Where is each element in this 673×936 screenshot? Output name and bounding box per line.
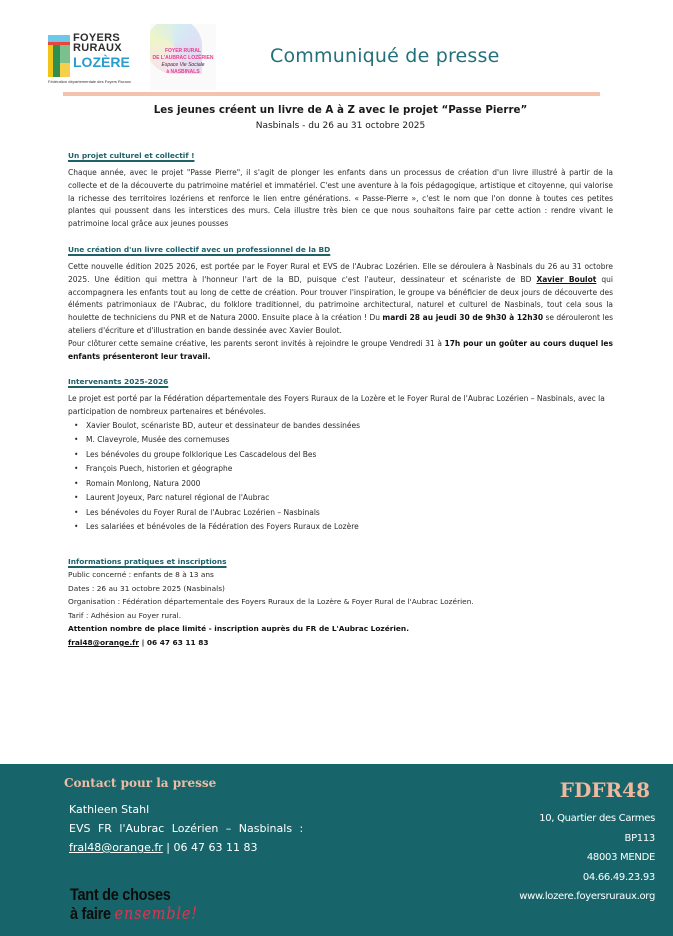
info-public: Public concerné : enfants de 8 à 13 ans	[68, 569, 214, 579]
section-informations	[68, 549, 613, 650]
section-heading: Intervenants 2025-2026	[68, 377, 169, 387]
logo-lozere: LOZÈRE	[73, 54, 130, 70]
contact-block	[69, 800, 303, 857]
evs-logo-line2: DE L'AUBRAC LOZÉRIEN	[152, 55, 214, 61]
document-subtitle: Nasbinals - du 26 au 31 octobre 2025	[255, 121, 426, 131]
logo-foyers: FOYERS	[73, 32, 121, 44]
evs-logo-line3: Espace Vie Sociale	[161, 62, 205, 68]
contact-email-link[interactable]: fral48@orange.fr	[69, 841, 163, 854]
section-heading: Informations pratiques et inscriptions	[68, 556, 227, 566]
page-header	[0, 0, 673, 100]
section-creation-bd	[68, 237, 613, 363]
paragraph-text: Pour clôturer cette semaine créative, les parents seront invités à rejoindre le groupe Vendredi 31 à	[68, 338, 445, 348]
list-item: • Les bénévoles du groupe folklorique Les Cascadelous del Bes	[74, 448, 613, 463]
workshop-dates: mardi 28 au jeudi 30 de 9h30 à 12h30	[382, 313, 544, 323]
closing-event: 17h pour un goûter au cours duquel les enfants présenteront leur travail.	[68, 338, 613, 361]
section-paragraph: Chaque année, avec le projet "Passe Pierre", il s'agit de plonger les enfants dans un processus de création d'un livre illustré à partir de la collecte et de la découverte du patrimoine matériel et immatériel. C'est une aventure à la fois pédagogique, artistique et citoyenne, qui valorise la richesse des territoires lozériens et renforce le lien entre générations. « Passe-Pierre », c'est le nom que l'on donne à toutes ces petites plantes qui poussent dans les interstices des murs. Cela illustre très bien ce que nous souhaitons faire par cette action : rendre vivant le patrimoine local grâce aux jeunes pousses	[68, 168, 613, 229]
email-link[interactable]: fral48@orange.fr	[68, 637, 139, 647]
phone-number: | 06 47 63 11 83	[139, 637, 209, 647]
logo-subtitle: Fédération départementale des Foyers Ruraux	[48, 79, 131, 84]
section-paragraph: Le projet est porté par la Fédération départementale des Foyers Ruraux de la Lozère et le Foyer Rural de l'Aubrac Lozérien – Nasbinals, avec la participation de nombreux partenaires et bénévoles.	[68, 394, 605, 417]
slogan-line2	[70, 904, 198, 924]
info-organisation: Organisation : Fédération départementale des Foyers Ruraux de la Lozère & Foyer Rural de l'Aubrac Lozérien.	[68, 597, 474, 607]
section-heading: Un projet culturel et collectif !	[68, 151, 195, 160]
page-title: Communiqué de presse	[270, 45, 500, 67]
website-link[interactable]: www.lozere.foyersruraux.org	[519, 891, 655, 902]
press-release-body	[68, 104, 613, 654]
document-title: Les jeunes créent un livre de A à Z avec le projet “Passe Pierre”	[153, 104, 528, 116]
section-projet-culturel	[68, 143, 613, 231]
info-contact	[68, 636, 613, 650]
contact-phone: | 06 47 63 11 83	[162, 841, 258, 854]
list-item: • Les bénévoles du Foyer Rural de l'Aubrac Lozérien – Nasbinals	[74, 506, 613, 521]
slogan-line1: Tant de choses	[70, 885, 171, 904]
contact-organisation: EVS FR l'Aubrac Lozérien – Nasbinals :	[69, 822, 304, 835]
address-bp: BP113	[624, 832, 655, 844]
paragraph-text: qui accompagnera les enfants tout au long de cette de création. Pour trouver l'inspiration, le groupe va bénéficier de deux jours de découverte des éléments patrimoniaux de l'Aubrac, du folklore traditionnel, du patrimoine architectural, naturel et culturel de Nasbinals, tout cela sous la houlette de techniciens du PNR et de Natura 2000. Ensuite place à la création ! Du	[68, 274, 613, 323]
contact-details	[69, 838, 303, 857]
page-footer	[0, 764, 673, 936]
xavier-boulot-link[interactable]: Xavier Boulot	[536, 274, 597, 284]
list-item: • François Puech, historien et géographe	[74, 462, 613, 477]
paragraph-text: Cette nouvelle édition 2025 2026, est portée par le Foyer Rural et EVS de l'Aubrac Lozérien. Elle se déroulera à Nasbinals du 26 au 31 octobre 2025. Une édition qui mettra à l'honneur l'art de la BD, puisque c'est l'auteur, dessinateur et scénariste de BD	[68, 261, 613, 284]
info-notice: Attention nombre de place limité - inscription auprès du FR de L'Aubrac Lozérien.	[68, 624, 410, 634]
intervenants-list	[68, 419, 613, 535]
evs-logo-line1: FOYER RURAL	[164, 48, 202, 54]
address-street: 10, Quartier des Carmes	[539, 813, 655, 824]
address-phone: 04.66.49.23.93	[582, 871, 655, 883]
slogan	[70, 885, 198, 924]
slogan-text: à faire	[70, 904, 115, 923]
info-dates: Dates : 26 au 31 octobre 2025 (Nasbinals)	[68, 583, 225, 593]
logo-ruraux: RURAUX	[73, 42, 122, 54]
contact-heading: Contact pour la presse	[64, 776, 217, 790]
org-address	[519, 809, 655, 907]
header-divider	[63, 92, 600, 96]
list-item: • Les salariées et bénévoles de la Fédération des Foyers Ruraux de Lozère	[74, 520, 613, 535]
list-item: • Romain Monlong, Natura 2000	[74, 477, 613, 492]
section-heading: Une création d'un livre collectif avec un professionnel de la BD	[68, 244, 331, 254]
info-tarif: Tarif : Adhésion au Foyer rural.	[68, 610, 182, 620]
logo-wordmark	[73, 33, 130, 69]
org-name: FDFR48	[559, 778, 650, 802]
logo-blocks-icon	[48, 35, 70, 77]
paragraph-text: se dérouleront les ateliers d'écriture et d'illustration en bande dessinée avec Xavier Boulot.	[68, 313, 613, 335]
list-item: • M. Claveyrole, Musée des cornemuses	[74, 433, 613, 448]
list-item: • Xavier Boulot, scénariste BD, auteur et dessinateur de bandes dessinées	[74, 419, 613, 434]
foyer-rural-aubrac-logo	[150, 24, 216, 90]
evs-logo-line4: à NASBINALS	[166, 69, 200, 75]
address-city: 48003 MENDE	[586, 852, 655, 863]
section-paragraph	[68, 261, 613, 363]
slogan-script: ensemble!	[114, 904, 198, 924]
list-item: • Laurent Joyeux, Parc naturel régional de l'Aubrac	[74, 491, 613, 506]
contact-name: Kathleen Stahl	[69, 803, 150, 816]
fdfr-lozere-logo	[48, 32, 131, 87]
section-intervenants	[68, 369, 613, 535]
